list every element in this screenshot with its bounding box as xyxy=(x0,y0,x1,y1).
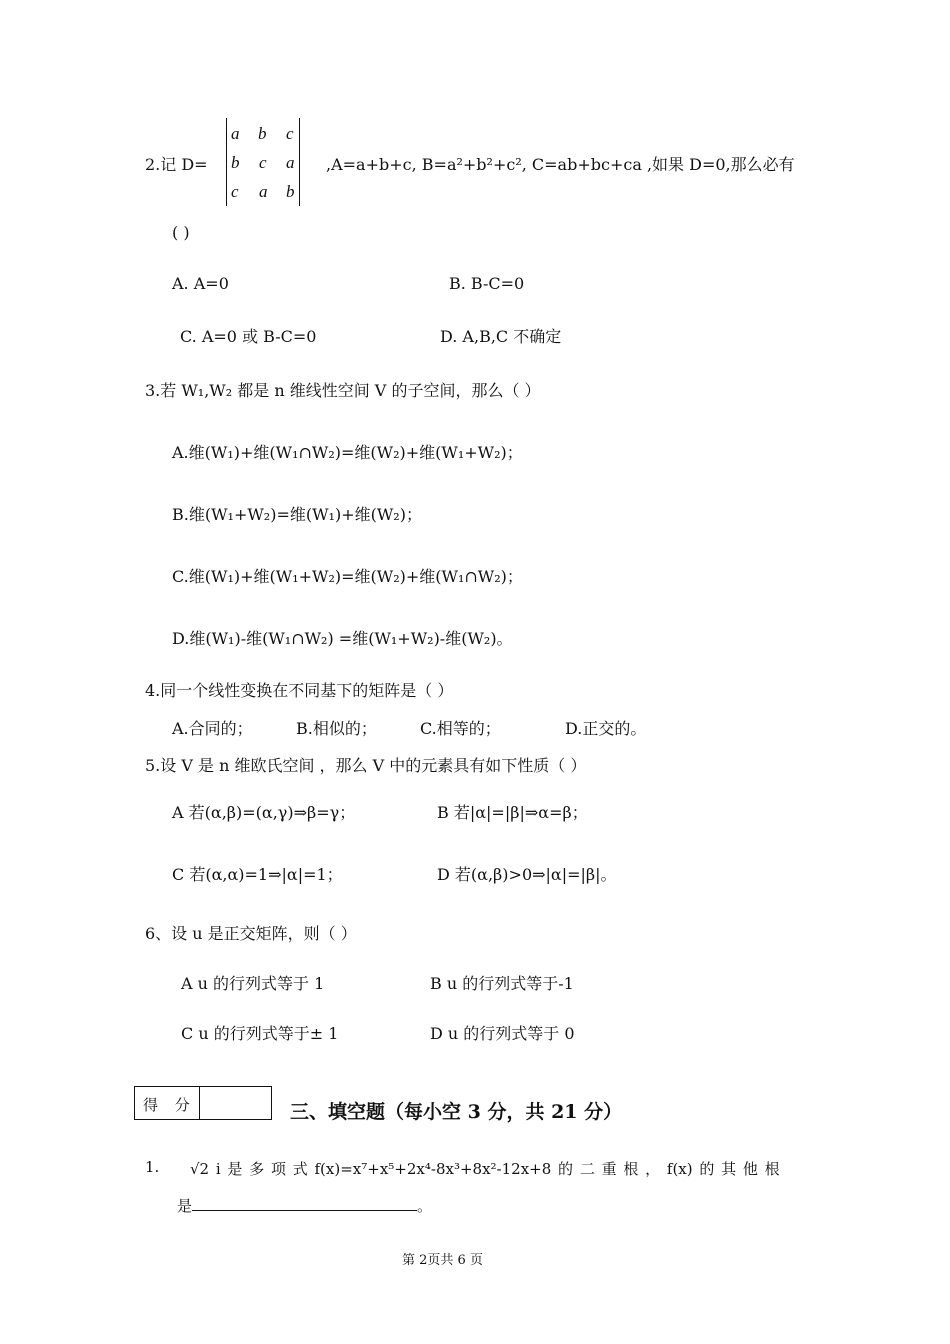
matrix-cell: b xyxy=(286,182,295,201)
q2-option-c: C. A=0 或 B-C=0 xyxy=(180,327,317,346)
score-box-divider xyxy=(199,1087,200,1119)
determinant-matrix xyxy=(226,118,300,206)
q4-stem: 4.同一个线性变换在不同基下的矩阵是（ ） xyxy=(145,681,454,700)
q6-stem: 6、设 u 是正交矩阵，则（ ） xyxy=(145,924,357,943)
q3-stem: 3.若 W₁,W₂ 都是 n 维线性空间 V 的子空间，那么（ ） xyxy=(145,381,541,400)
q3-option-a: A.维(W₁)+维(W₁∩W₂)=维(W₂)+维(W₁+W₂)； xyxy=(172,443,523,462)
fill1-number: 1. xyxy=(145,1158,160,1176)
matrix-cell: c xyxy=(286,124,294,143)
q2-paren: ( ) xyxy=(172,223,190,242)
q2-option-a: A. A=0 xyxy=(172,274,229,293)
q6-option-c: C u 的行列式等于± 1 xyxy=(181,1024,339,1043)
q3-option-b: B.维(W₁+W₂)=维(W₁)+维(W₂)； xyxy=(172,505,422,524)
matrix-cell: a xyxy=(259,182,268,201)
fill1-line2-prefix: 是 xyxy=(177,1197,193,1215)
q5-option-a: A 若(α,β)=(α,γ)⇒β=γ； xyxy=(172,803,356,822)
q5-option-d: D 若(α,β)>0⇒|α|=|β|。 xyxy=(437,865,617,884)
q2-option-d: D. A,B,C 不确定 xyxy=(440,327,562,346)
q4-option-c: C.相等的； xyxy=(420,719,501,738)
score-box xyxy=(134,1086,272,1120)
q2-option-b: B. B-C=0 xyxy=(449,274,525,293)
fill1-line1: √2 i 是 多 项 式 f(x)=x⁷+x⁵+2x⁴-8x³+8x²-12x+8 的 二 重 根 ， f(x) 的 其 他 根 xyxy=(190,1160,780,1178)
section-title: 三、填空题（每小空 3 分，共 21 分） xyxy=(290,1101,623,1123)
q2-suffix: ,A=a+b+c, B=a²+b²+c², C=ab+bc+ca ,如果 D=0,那么必有 xyxy=(326,155,795,174)
q5-stem: 5.设 V 是 n 维欧氏空间 ，那么 V 中的元素具有如下性质（ ） xyxy=(145,756,587,775)
fill1-line2-suffix: 。 xyxy=(417,1197,433,1215)
matrix-cell: b xyxy=(231,153,240,172)
page-footer: 第 2页共 6 页 xyxy=(402,1253,483,1268)
q4-option-d: D.正交的。 xyxy=(565,719,647,738)
matrix-cell: c xyxy=(231,182,239,201)
matrix-cell: a xyxy=(231,124,240,143)
q6-option-a: A u 的行列式等于 1 xyxy=(181,974,325,993)
matrix-cell: b xyxy=(258,124,267,143)
q2-prefix: 2.记 D= xyxy=(145,155,208,174)
q3-option-d: D.维(W₁)-维(W₁∩W₂) =维(W₁+W₂)-维(W₂)。 xyxy=(172,629,513,648)
q5-option-b: B 若|α|=|β|⇒α=β； xyxy=(437,803,588,822)
q6-option-d: D u 的行列式等于 0 xyxy=(430,1024,575,1043)
q6-option-b: B u 的行列式等于-1 xyxy=(430,974,574,993)
q3-option-c: C.维(W₁)+维(W₁+W₂)=维(W₂)+维(W₁∩W₂)； xyxy=(172,567,523,586)
q5-option-c: C 若(α,α)=1⇒|α|=1； xyxy=(172,865,343,884)
matrix-cell: a xyxy=(286,153,295,172)
fill1-line2 xyxy=(177,1195,432,1216)
q4-option-a: A.合同的； xyxy=(172,719,253,738)
score-label: 得 分 xyxy=(143,1096,196,1114)
matrix-cell: c xyxy=(259,153,267,172)
answer-blank[interactable] xyxy=(192,1196,417,1211)
q4-option-b: B.相似的； xyxy=(296,719,377,738)
